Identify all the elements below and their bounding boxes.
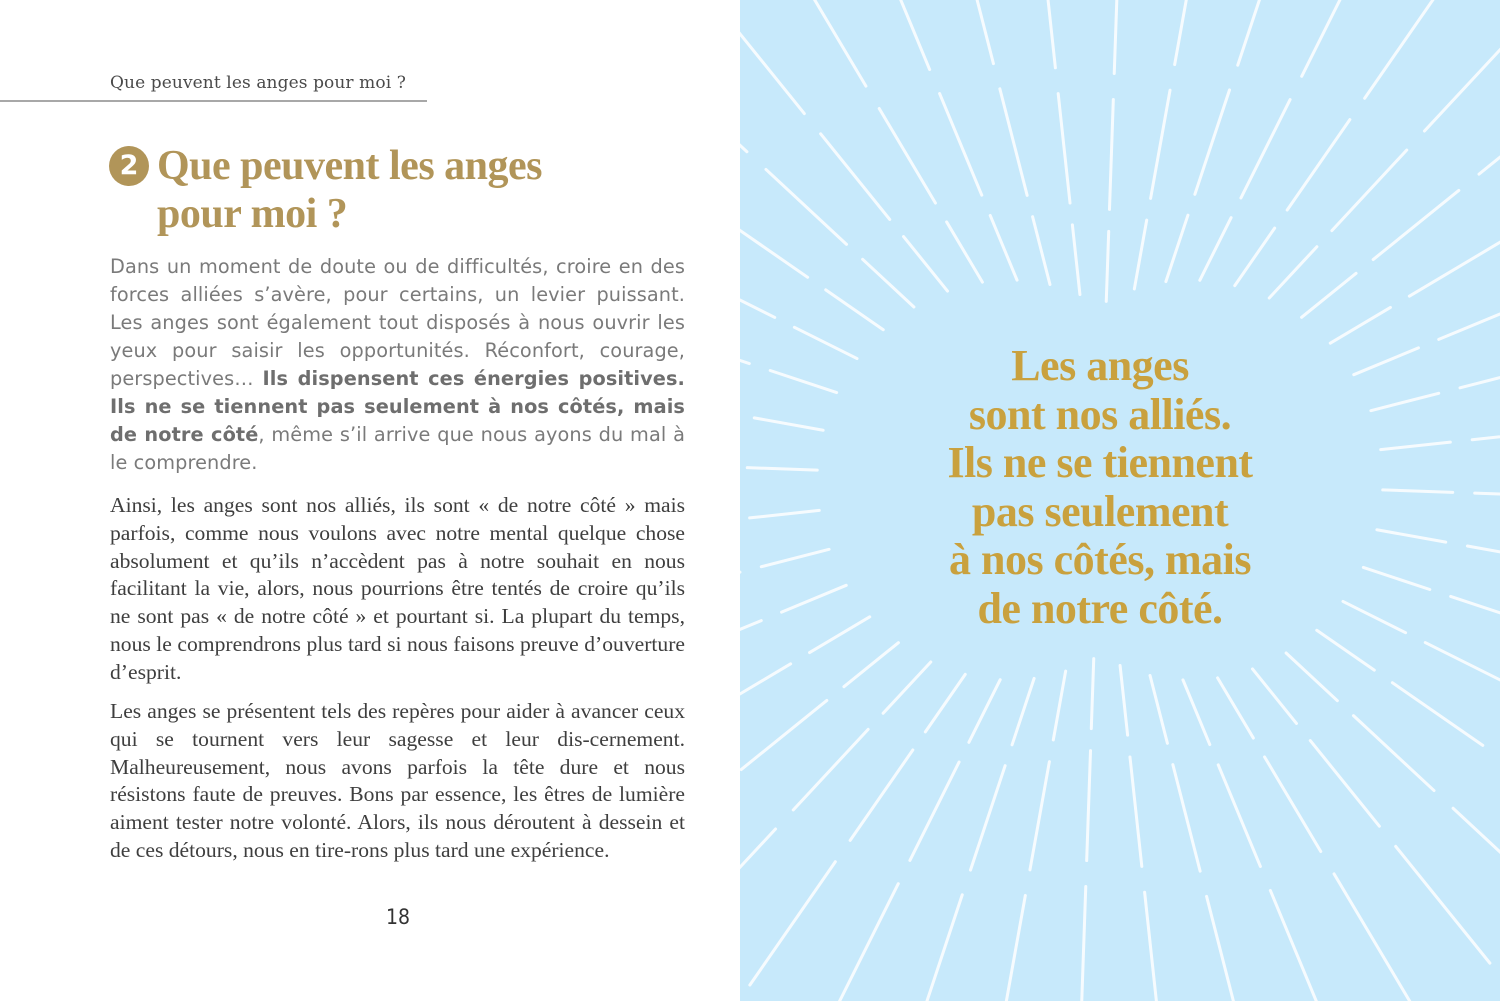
sunburst-ray <box>740 0 914 307</box>
sunburst-ray <box>1134 0 1294 289</box>
section-number-badge: 2 <box>109 146 149 186</box>
intro-text-1: Dans un moment de doute ou de difficultés, croire en des forces alliées s’avère, pour certains, un levier puissant. Les anges sont également tout disposés à nous ouvrir les yeux pour saisir les opportunités. Réconfort, courage, perspectives… <box>110 255 685 390</box>
sunburst-ray <box>982 0 1080 294</box>
sunburst-ray <box>1381 362 1500 450</box>
intro-bold-text: Ils dispensent ces énergies positives. Ils ne se tiennent pas seulement à nos côtés, mais de notre côté <box>110 367 685 446</box>
quote-line: de notre côté. <box>977 583 1223 633</box>
title-line-2: pour moi ? <box>157 191 348 237</box>
sunburst-ray <box>1120 666 1218 1001</box>
sunburst-ray <box>905 671 1065 1001</box>
sunburst-ray <box>740 585 846 901</box>
sunburst-ray <box>1343 601 1500 971</box>
sunburst-ray <box>1183 680 1500 1001</box>
sunburst-ray <box>740 680 1000 1001</box>
body-paragraph-2: Ainsi, les anges sont nos alliés, ils sont « de notre côté » mais parfois, comme nous voulons avec notre mental quelque chose absolument et qu’ils n’accèdent pas à notre souhait en nous facilitant la vie, alors, nous pourrions être tentés de croire qu’ils ne sont pas « de notre côté » et pourtant si. La plupart du temps, nous le comprendrons plus tard si nous faisons preuve d’ouverture d’esprit. <box>110 493 685 684</box>
running-head: Que peuvent les anges pour moi ? <box>110 73 406 93</box>
sunburst-ray <box>1286 653 1500 1001</box>
title-line-1: Que peuvent les anges <box>157 143 543 189</box>
sunburst-ray <box>1330 0 1500 343</box>
quote-line: sont nos alliés. <box>968 389 1232 439</box>
sunburst-ray <box>740 442 817 471</box>
sunburst-ray <box>1150 675 1373 1001</box>
sunburst-ray <box>740 617 870 1001</box>
pull-quote <box>840 342 1360 633</box>
sunburst-ray <box>740 674 965 1001</box>
header-rule <box>0 100 427 102</box>
sunburst-ray <box>1377 530 1500 675</box>
quote-line: Ils ne se tiennent <box>947 438 1253 487</box>
sunburst-ray <box>1317 630 1500 1001</box>
quote-line: à nos côtés, mais <box>949 535 1251 584</box>
right-page <box>740 0 1500 1001</box>
sunburst-ray <box>1252 669 1500 1001</box>
page-number: 18 <box>386 905 411 929</box>
sunburst-ray <box>740 643 898 1001</box>
sunburst-ray <box>740 662 931 1001</box>
left-page <box>0 0 740 1001</box>
sunburst-ray <box>740 0 982 282</box>
quote-line: Les anges <box>1011 341 1189 390</box>
intro-paragraph <box>110 253 685 477</box>
sunburst-ray <box>1269 0 1500 298</box>
sunburst-ray <box>1383 490 1500 519</box>
sunburst-ray <box>827 0 1050 285</box>
sunburst-ray <box>740 0 883 330</box>
sunburst-ray <box>1106 0 1138 301</box>
quote-line: pas seulement <box>971 486 1229 536</box>
sunburst-ray <box>740 0 1017 280</box>
sunburst-ray <box>1235 0 1500 286</box>
intro-text-2: , même s’il arrive que nous ayons du mal à le comprendre. <box>110 423 685 474</box>
sunburst-ray <box>1062 659 1094 1001</box>
body-paragraph-3: Les anges se présentent tels des repères pour aider à avancer ceux qui se tournent vers leur sagesse et leur dis-cernement. Malheureusement, nous avons parfois la tête dure et nous résistons faute de preuves. Bons par essence, les êtres de lumière aiment tester notre volonté. Alors, ils nous déroutent à dessein et de ces détours, nous en tire-rons plus tard une expérience. <box>110 699 685 862</box>
sunburst-ray <box>740 549 829 752</box>
sunburst-ray <box>740 0 948 291</box>
page-title <box>157 142 617 238</box>
